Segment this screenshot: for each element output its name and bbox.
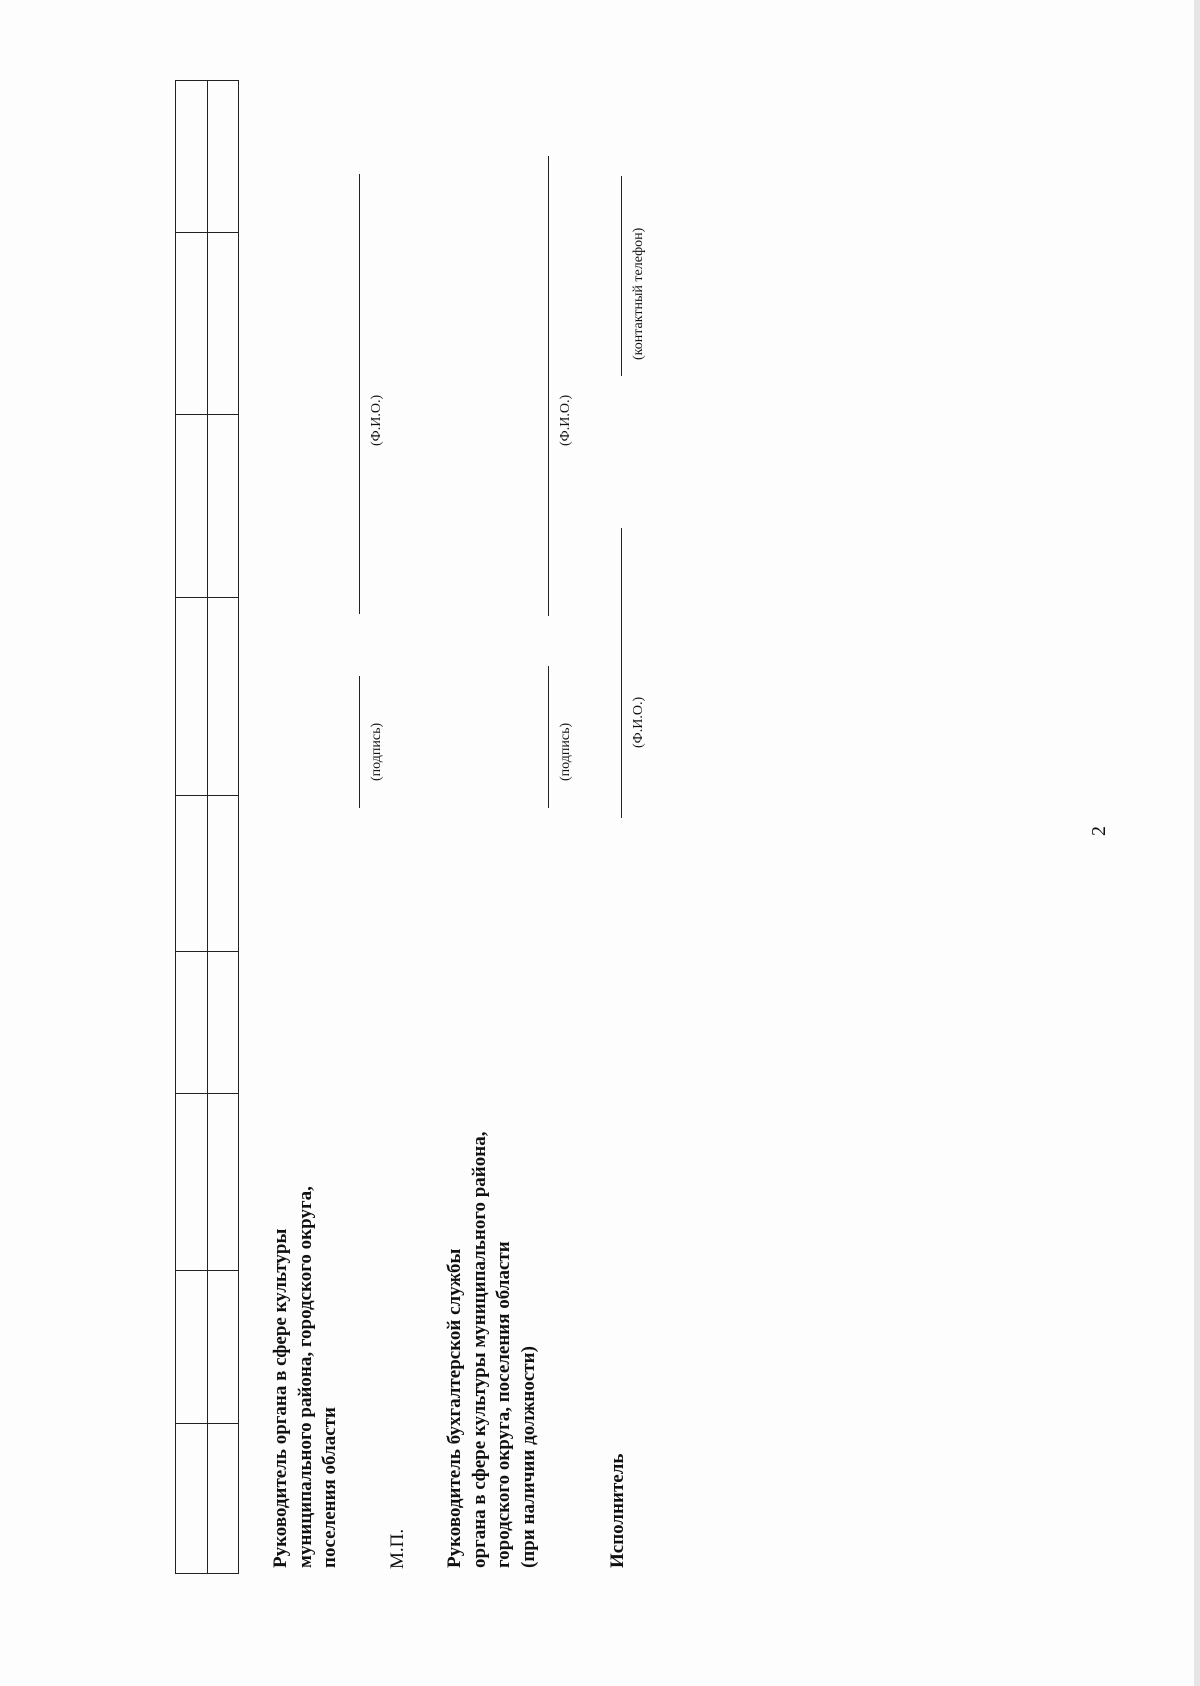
accountant-title-line: городского округа, поселения области [493,1241,515,1568]
page-number: 2 [1088,826,1110,836]
table-cell [207,1424,239,1574]
accountant-title-line: Руководитель бухгалтерской службы [444,1248,465,1568]
accountant-name-line [548,156,549,616]
executor-phone-line [621,176,622,376]
table-cell [176,796,208,952]
executor-phone-caption: (контактный телефон) [631,227,646,360]
accountant-name-caption: (Ф.И.О.) [558,394,573,446]
accountant-signature-caption: (подпись) [558,722,573,781]
head-title-line: поселения области [319,1407,341,1568]
table-row [207,81,239,1574]
stamp-mark: М.П. [387,1528,408,1569]
table-cell [176,233,208,415]
head-name-caption: (Ф.И.О.) [369,394,384,446]
head-name-line [359,174,360,614]
head-title [269,1186,343,1568]
data-table [175,80,239,1574]
accountant-title [443,1132,542,1568]
executor-label: Исполнитель [607,1453,628,1568]
table-cell [207,796,239,952]
table-cell [207,1094,239,1271]
table-cell [176,1094,208,1271]
table-cell [176,598,208,796]
executor-name-line [621,528,622,818]
table-row [176,81,208,1574]
table-cell [176,415,208,598]
table-cell [207,81,239,233]
table-cell [207,1271,239,1424]
accountant-title-line: (при наличии должности) [518,1346,540,1568]
accountant-signature-line [548,666,549,808]
executor-name-caption: (Ф.И.О.) [631,696,646,748]
accountant-title-line: органа в сфере культуры муниципального района, [468,1131,490,1568]
head-signature-caption: (подпись) [369,722,384,781]
table-cell [176,81,208,233]
table-cell [207,598,239,796]
head-title-line: муниципального района, городского округа, [294,1186,316,1568]
table-cell [207,233,239,415]
head-title-line: Руководитель органа в сфере культуры [270,1228,291,1568]
table-cell [176,1424,208,1574]
table-cell [176,952,208,1094]
head-signature-line [359,676,360,808]
table-cell [207,415,239,598]
table-cell [207,952,239,1094]
table-cell [176,1271,208,1424]
